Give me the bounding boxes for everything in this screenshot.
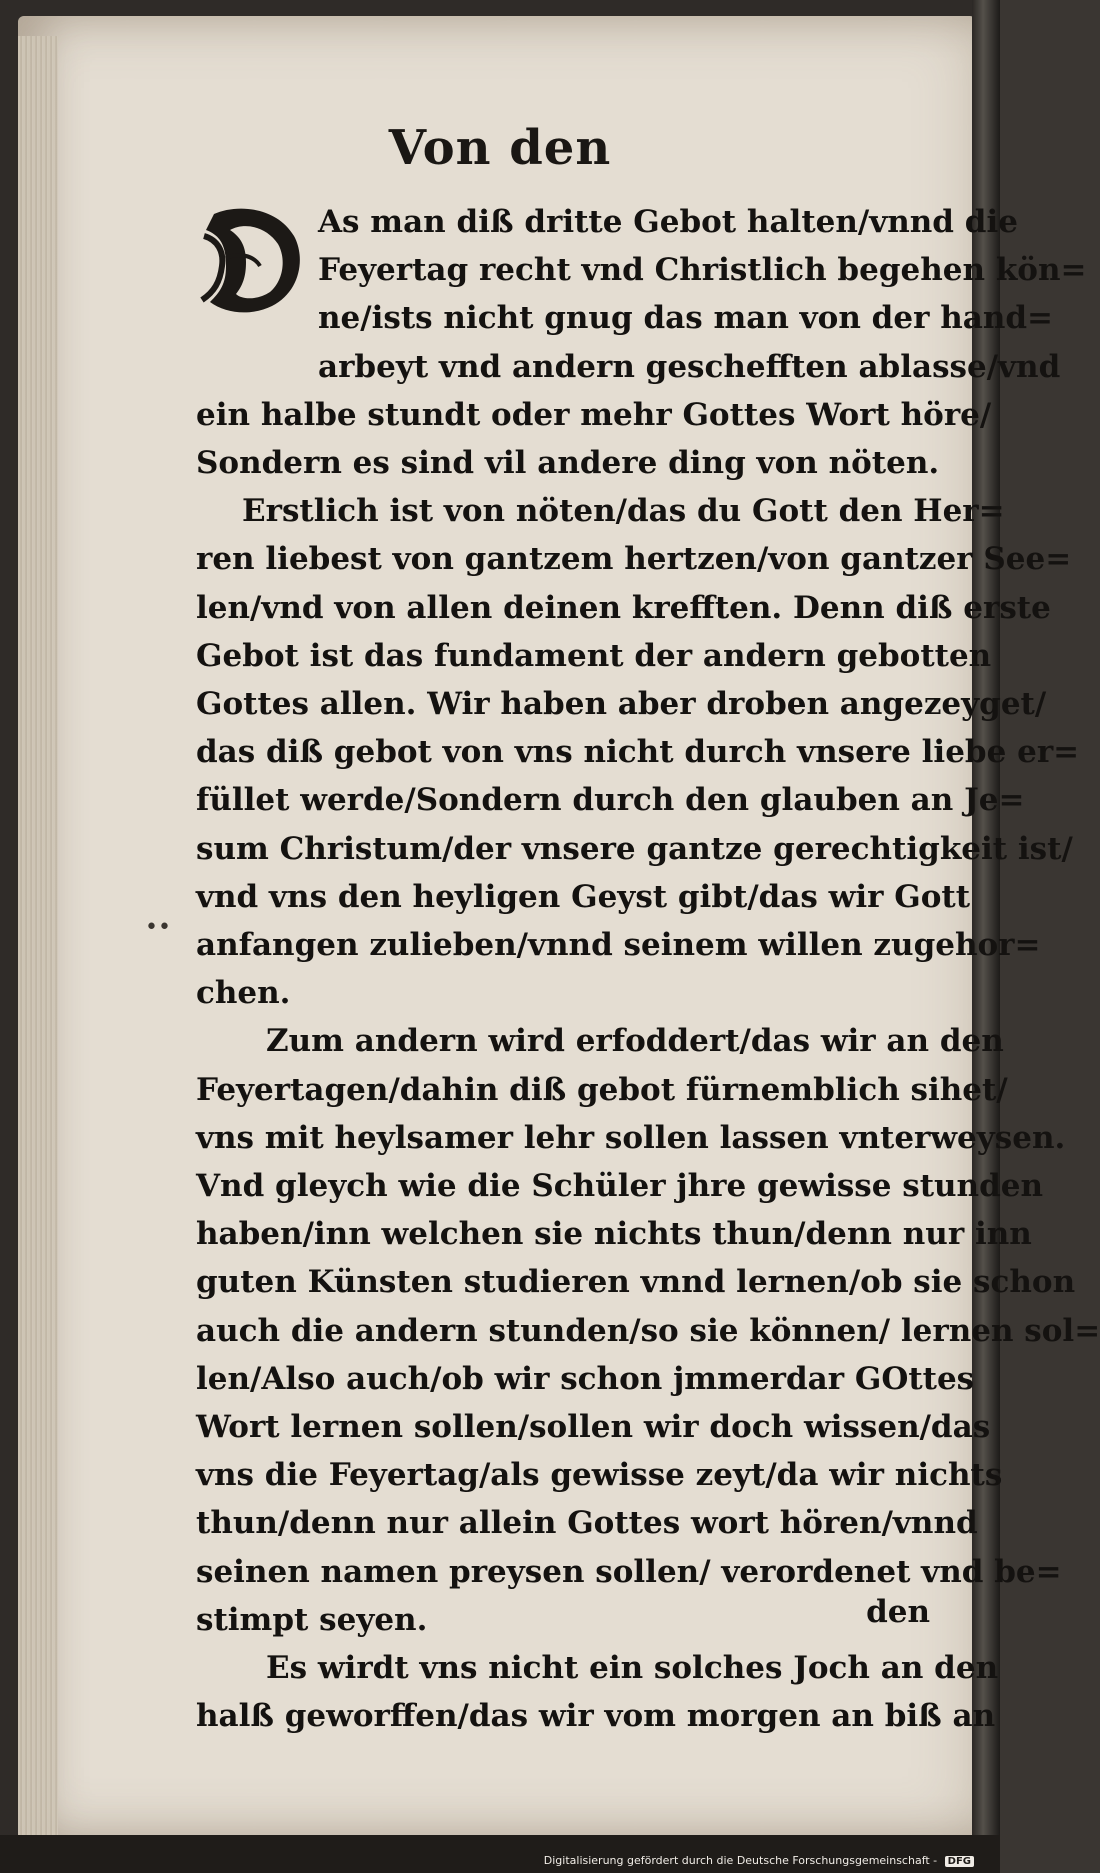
text-line: anfangen zulieben/vnnd seinem willen zugehor=	[196, 927, 1041, 964]
text-line: das diß gebot von vns nicht durch vnsere liebe er=	[196, 734, 1080, 771]
text-line: Feyertag recht vnd Christlich begehen kön=	[318, 252, 1087, 289]
text-line: Gebot ist das fundament der andern gebotten	[196, 637, 992, 674]
text-line: len/Also auch/ob wir schon jmmerdar GOttes	[196, 1360, 975, 1397]
page-edges	[18, 36, 58, 1836]
text-line: auch die andern stunden/so sie können/ lernen sol=	[196, 1312, 1100, 1349]
text-line: Vnd gleych wie die Schüler jhre gewisse stunden	[196, 1168, 1044, 1205]
text-line: vns mit heylsamer lehr sollen lassen vnterweysen.	[196, 1119, 1066, 1156]
text-line: Erstlich ist von nöten/das du Gott den Her=	[242, 493, 1005, 530]
margin-mark: ••	[145, 915, 171, 940]
text-line: As man diß dritte Gebot halten/vnnd die	[318, 204, 1018, 240]
main-text	[196, 198, 1100, 1741]
text-line: Feyertagen/dahin diß gebot fürnemblich sihet/	[196, 1071, 1008, 1108]
text-line: seinen namen preysen sollen/ verordenet vnd be=	[196, 1553, 1062, 1590]
text-line: Zum andern wird erfoddert/das wir an den	[266, 1023, 1004, 1060]
text-line: thun/denn nur allein Gottes wort hören/vnnd	[196, 1505, 978, 1542]
digitization-credit	[544, 1854, 974, 1867]
text-line: ren liebest von gantzem hertzen/von gantzer See=	[196, 541, 1072, 578]
catchword: den	[866, 1594, 930, 1630]
text-line: Gottes allen. Wir haben aber droben angezeyget/	[196, 686, 1047, 723]
text-line: arbeyt vnd andern geschefften ablasse/vnd	[318, 348, 1061, 385]
text-line: chen.	[196, 975, 291, 1012]
credit-text: Digitalisierung gefördert durch die Deutsche Forschungsgemeinschaft -	[543, 1854, 938, 1867]
page-header: Von den	[388, 120, 612, 176]
text-line: haben/inn welchen sie nichts thun/denn nur inn	[196, 1216, 1032, 1253]
text-line: Sondern es sind vil andere ding von nöten.	[196, 445, 940, 482]
text-line: Wort lernen sollen/sollen wir doch wissen/das	[196, 1409, 991, 1446]
text-line: ein halbe stundt oder mehr Gottes Wort höre/	[196, 396, 992, 433]
text-line: vns die Feyertag/als gewisse zeyt/da wir nichts	[196, 1457, 1003, 1494]
text-line: Es wirdt vns nicht ein solches Joch an den	[266, 1650, 999, 1687]
text-line: füllet werde/Sondern durch den glauben an Je=	[196, 782, 1025, 819]
text-line: guten Künsten studieren vnnd lernen/ob sie schon	[196, 1264, 1076, 1301]
text-line: sum Christum/der vnsere gantze gerechtigkeit ist/	[196, 830, 1073, 867]
text-line: ne/ists nicht gnug das man von der hand=	[318, 300, 1054, 337]
text-line: halß geworffen/das wir vom morgen an biß an	[196, 1698, 996, 1735]
text-line: len/vnd von allen deinen krefften. Denn diß erste	[196, 589, 1051, 626]
text-line: vnd vns den heyligen Geyst gibt/das wir Gott	[196, 878, 971, 915]
text-line: stimpt seyen.	[196, 1601, 428, 1638]
dfg-logo: DFG	[945, 1856, 974, 1867]
